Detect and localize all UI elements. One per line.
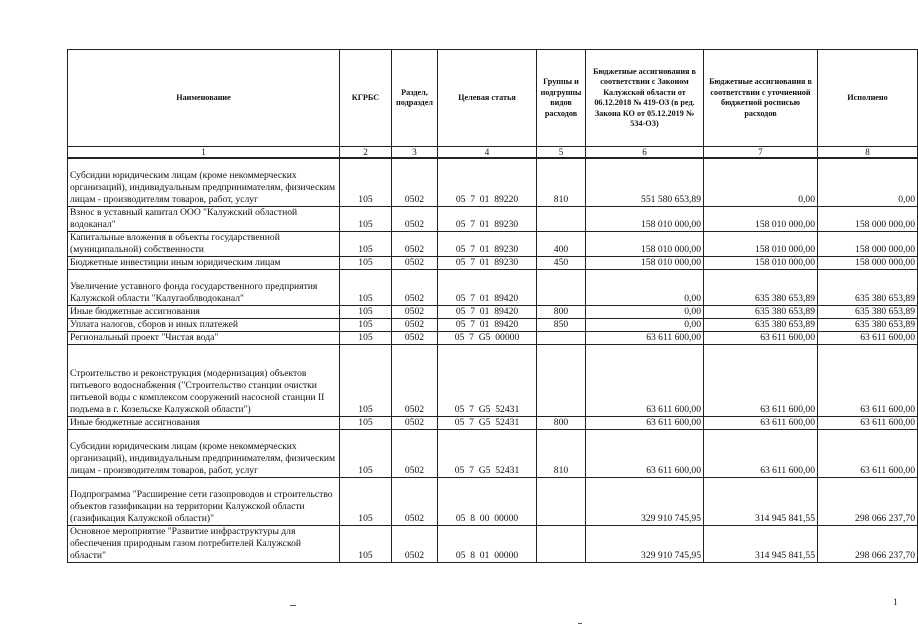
table-row: [68, 256, 918, 269]
table-row: [68, 416, 918, 429]
row-law-amount: 329 910 745,95: [586, 477, 704, 525]
row-section: 0502: [392, 477, 438, 525]
row-name: Иные бюджетные ассигнования: [68, 305, 340, 318]
table-row: [68, 429, 918, 477]
row-target-article: 05 7 G5 52431: [438, 416, 537, 429]
row-refined-amount: 635 380 653,89: [704, 305, 818, 318]
row-kgrbs: 105: [340, 525, 392, 562]
row-target-article: 05 7 01 89420: [438, 269, 537, 305]
row-target-article: 05 7 01 89230: [438, 256, 537, 269]
row-refined-amount: 158 010 000,00: [704, 256, 818, 269]
row-law-amount: 0,00: [586, 318, 704, 331]
row-executed-amount: 158 000 000,00: [818, 206, 918, 231]
row-refined-amount: 63 611 600,00: [704, 344, 818, 416]
row-refined-amount: 635 380 653,89: [704, 318, 818, 331]
row-expense-group: [537, 269, 586, 305]
table-row: [68, 331, 918, 344]
row-expense-group: [537, 206, 586, 231]
row-section: 0502: [392, 416, 438, 429]
row-name: Уплата налогов, сборов и иных платежей: [68, 318, 340, 331]
row-name: Иные бюджетные ассигнования: [68, 416, 340, 429]
row-executed-amount: 158 000 000,00: [818, 231, 918, 256]
row-executed-amount: 63 611 600,00: [818, 429, 918, 477]
row-kgrbs: 105: [340, 269, 392, 305]
row-kgrbs: 105: [340, 256, 392, 269]
row-name: Субсидии юридическим лицам (кроме некоммерческих организаций), индивидуальным предпринимателям, физическим лицам - производителям товаров, работ, услуг: [68, 158, 340, 206]
row-target-article: 05 7 01 89420: [438, 305, 537, 318]
row-section: 0502: [392, 429, 438, 477]
header-executed: Исполнено: [818, 50, 918, 147]
row-section: 0502: [392, 305, 438, 318]
row-expense-group: 810: [537, 429, 586, 477]
row-refined-amount: 158 010 000,00: [704, 231, 818, 256]
row-refined-amount: 314 945 841,55: [704, 525, 818, 562]
column-number: 6: [586, 147, 704, 159]
header-kgrbs: КГРБС: [340, 50, 392, 147]
row-section: 0502: [392, 331, 438, 344]
row-law-amount: 158 010 000,00: [586, 206, 704, 231]
row-law-amount: 63 611 600,00: [586, 416, 704, 429]
row-refined-amount: 158 010 000,00: [704, 206, 818, 231]
row-section: 0502: [392, 158, 438, 206]
row-section: 0502: [392, 344, 438, 416]
table-row: [68, 269, 918, 305]
row-law-amount: 329 910 745,95: [586, 525, 704, 562]
column-number: 2: [340, 147, 392, 159]
row-law-amount: 551 580 653,89: [586, 158, 704, 206]
row-expense-group: [537, 477, 586, 525]
row-expense-group: [537, 331, 586, 344]
row-kgrbs: 105: [340, 158, 392, 206]
header-expense-groups: Группы и подгруппы видов расходов: [537, 50, 586, 147]
column-number: 5: [537, 147, 586, 159]
row-executed-amount: 63 611 600,00: [818, 416, 918, 429]
row-name: Взнос в уставный капитал ООО "Калужский областной водоканал": [68, 206, 340, 231]
column-number: 4: [438, 147, 537, 159]
row-expense-group: 800: [537, 305, 586, 318]
row-name: Основное мероприятие "Развитие инфраструктуры для обеспечения природным газом потребителей Калужской области": [68, 525, 340, 562]
row-executed-amount: 298 066 237,70: [818, 525, 918, 562]
row-executed-amount: 63 611 600,00: [818, 344, 918, 416]
row-law-amount: 63 611 600,00: [586, 331, 704, 344]
row-refined-amount: 63 611 600,00: [704, 429, 818, 477]
row-kgrbs: 105: [340, 318, 392, 331]
row-expense-group: 450: [537, 256, 586, 269]
row-law-amount: 158 010 000,00: [586, 256, 704, 269]
row-name: Подпрограмма "Расширение сети газопроводов и строительство объектов газификации на территории Калужской области (газификация Калужской области)": [68, 477, 340, 525]
row-target-article: 05 7 G5 52431: [438, 429, 537, 477]
row-executed-amount: 635 380 653,89: [818, 269, 918, 305]
row-refined-amount: 314 945 841,55: [704, 477, 818, 525]
row-section: 0502: [392, 269, 438, 305]
column-number: 1: [68, 147, 340, 159]
row-law-amount: 63 611 600,00: [586, 344, 704, 416]
table-row: [68, 231, 918, 256]
row-name: Субсидии юридическим лицам (кроме некоммерческих организаций), индивидуальным предпринимателям, физическим лицам - производителям товаров, работ, услуг: [68, 429, 340, 477]
budget-table: [67, 49, 918, 563]
row-executed-amount: 635 380 653,89: [818, 305, 918, 318]
header-section: Раздел, подраздел: [392, 50, 438, 147]
row-kgrbs: 105: [340, 331, 392, 344]
row-refined-amount: 635 380 653,89: [704, 269, 818, 305]
header-row: [68, 50, 918, 147]
row-executed-amount: 298 066 237,70: [818, 477, 918, 525]
header-name: Наименование: [68, 50, 340, 147]
table-row: [68, 318, 918, 331]
row-expense-group: 810: [537, 158, 586, 206]
row-target-article: 05 7 01 89230: [438, 206, 537, 231]
table-row: [68, 305, 918, 318]
row-target-article: 05 7 01 89420: [438, 318, 537, 331]
row-expense-group: 800: [537, 416, 586, 429]
row-refined-amount: 0,00: [704, 158, 818, 206]
row-executed-amount: 158 000 000,00: [818, 256, 918, 269]
row-refined-amount: 63 611 600,00: [704, 331, 818, 344]
scan-speck: [578, 623, 582, 624]
row-kgrbs: 105: [340, 477, 392, 525]
row-law-amount: 0,00: [586, 305, 704, 318]
column-number: 7: [704, 147, 818, 159]
row-section: 0502: [392, 318, 438, 331]
row-section: 0502: [392, 231, 438, 256]
row-kgrbs: 105: [340, 429, 392, 477]
scan-speck: [290, 605, 296, 606]
row-kgrbs: 105: [340, 416, 392, 429]
header-target-article: Целевая статья: [438, 50, 537, 147]
row-expense-group: [537, 344, 586, 416]
row-target-article: 05 7 01 89220: [438, 158, 537, 206]
row-expense-group: 850: [537, 318, 586, 331]
table-row: [68, 344, 918, 416]
column-number-row: [68, 147, 918, 159]
table-row: [68, 477, 918, 525]
column-number: 8: [818, 147, 918, 159]
column-number: 3: [392, 147, 438, 159]
row-kgrbs: 105: [340, 305, 392, 318]
row-target-article: 05 8 01 00000: [438, 525, 537, 562]
row-law-amount: 158 010 000,00: [586, 231, 704, 256]
header-refined-allocations: Бюджетные ассигнования в соответствии с уточненной бюджетной росписью расходов: [704, 50, 818, 147]
row-section: 0502: [392, 256, 438, 269]
row-target-article: 05 7 G5 00000: [438, 331, 537, 344]
page-number: 1: [893, 597, 898, 607]
row-executed-amount: 635 380 653,89: [818, 318, 918, 331]
row-law-amount: 0,00: [586, 269, 704, 305]
row-target-article: 05 7 G5 52431: [438, 344, 537, 416]
row-target-article: 05 7 01 89230: [438, 231, 537, 256]
row-name: Бюджетные инвестиции иным юридическим лицам: [68, 256, 340, 269]
row-section: 0502: [392, 206, 438, 231]
table-row: [68, 206, 918, 231]
row-kgrbs: 105: [340, 206, 392, 231]
row-refined-amount: 63 611 600,00: [704, 416, 818, 429]
row-section: 0502: [392, 525, 438, 562]
row-expense-group: [537, 525, 586, 562]
row-law-amount: 63 611 600,00: [586, 429, 704, 477]
table-row: [68, 158, 918, 206]
row-executed-amount: 0,00: [818, 158, 918, 206]
row-executed-amount: 63 611 600,00: [818, 331, 918, 344]
row-target-article: 05 8 00 00000: [438, 477, 537, 525]
row-kgrbs: 105: [340, 231, 392, 256]
row-name: Строительство и реконструкция (модернизация) объектов питьевого водоснабжения ("Строительство станции очистки питьевой воды с комплексом сооружений насосной станции II подъема в г. Козельске Калужской области"): [68, 344, 340, 416]
row-name: Капитальные вложения в объекты государственной (муниципальной) собственности: [68, 231, 340, 256]
row-name: Увеличение уставного фонда государственного предприятия Калужской области "Калугаоблводоканал": [68, 269, 340, 305]
table-row: [68, 525, 918, 562]
row-expense-group: 400: [537, 231, 586, 256]
row-kgrbs: 105: [340, 344, 392, 416]
row-name: Региональный проект "Чистая вода": [68, 331, 340, 344]
header-law-allocations: Бюджетные ассигнования в соответствии с Законом Калужской области от 06.12.2018 № 419-ОЗ (в ред. Закона КО от 05.12.2019 № 534-ОЗ): [586, 50, 704, 147]
